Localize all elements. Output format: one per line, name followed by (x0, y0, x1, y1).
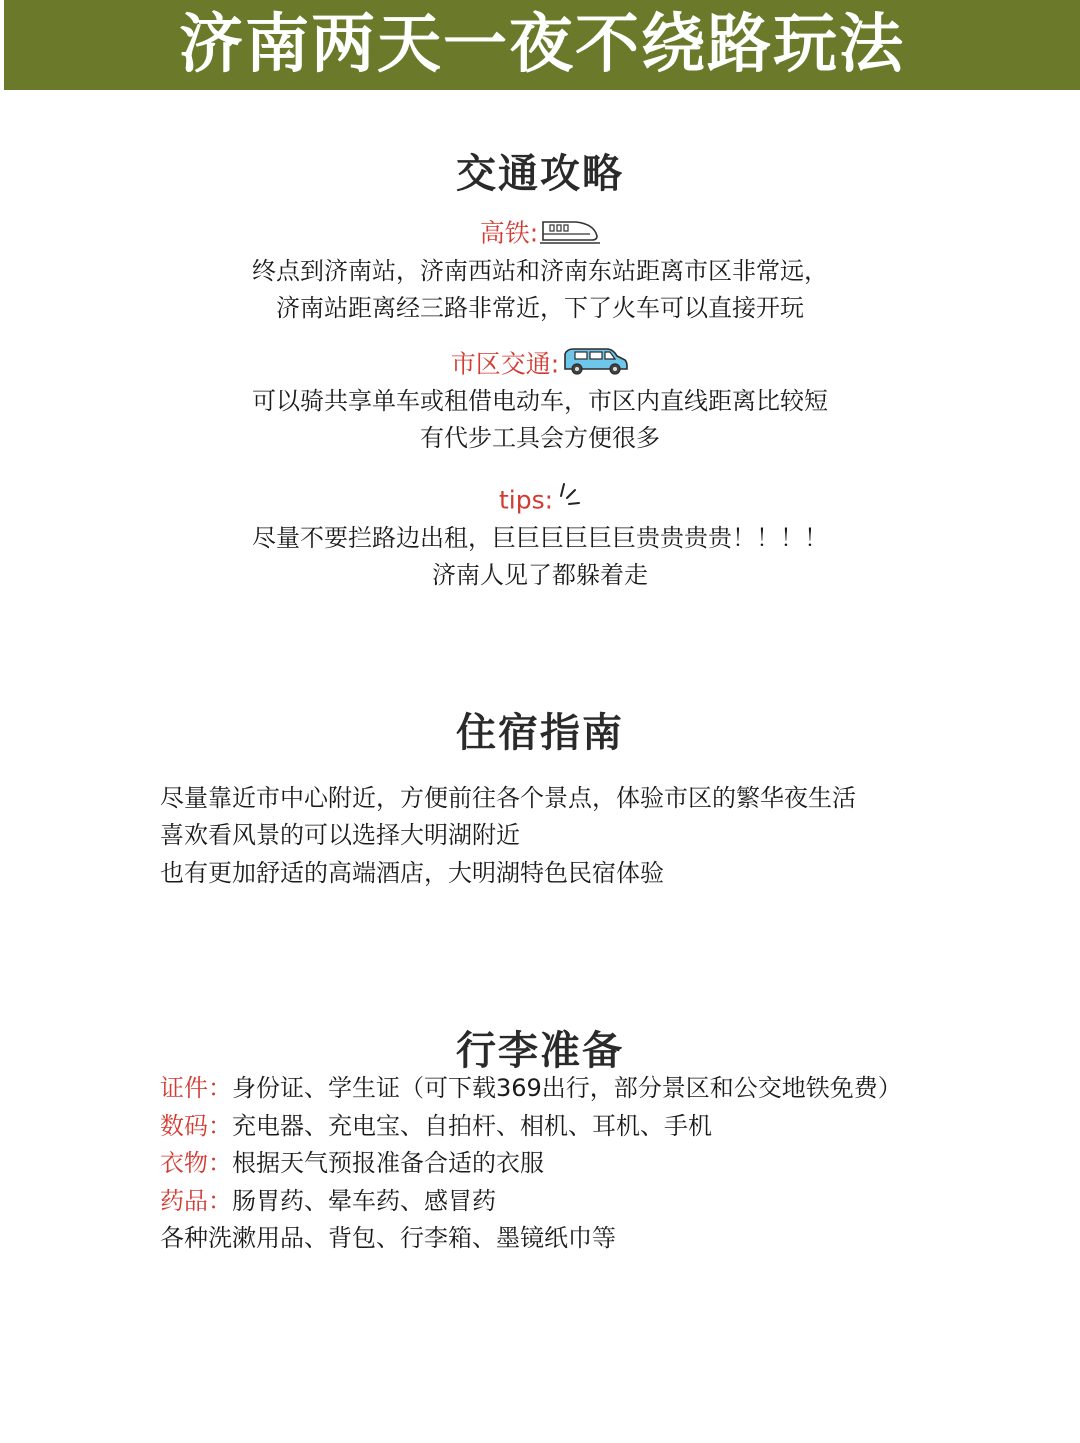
luggage-item-key: 衣物： (160, 1149, 232, 1177)
luggage-item-key: 数码： (160, 1112, 232, 1140)
page-title: 济南两天一夜不绕路玩法 (179, 8, 905, 82)
section-title-lodging: 住宿指南 (456, 710, 624, 756)
section-title-transport: 交通攻略 (456, 151, 624, 197)
car-icon (561, 346, 629, 385)
transport-tips-line-2: 济南人见了都躲着走 (432, 561, 648, 589)
transport-rail-line-1: 终点到济南站，济南西站和济南东站距离市区非常远， (252, 257, 828, 285)
luggage-item-medicine (160, 1184, 1060, 1218)
luggage-item-value: 肠胃药、晕车药、感冒药 (232, 1187, 496, 1215)
section-title-luggage: 行李准备 (456, 1028, 624, 1074)
luggage-item-value: 各种洗漱用品、背包、行李箱、墨镜纸巾等 (160, 1224, 616, 1252)
luggage-item-digital (160, 1109, 1060, 1143)
lodging-line: 喜欢看风景的可以选择大明湖附近 (160, 821, 520, 849)
luggage-item-clothing (160, 1146, 1060, 1180)
subhead-label: 高铁: (479, 218, 539, 248)
luggage-item-documents (160, 1071, 1060, 1105)
subhead-city-transport (0, 346, 1080, 380)
luggage-item-value: 根据天气预报准备合适的衣服 (232, 1149, 544, 1177)
subhead-label: tips: (498, 485, 554, 515)
subhead-label: 市区交通: (450, 349, 560, 379)
title-banner (4, 0, 1080, 90)
luggage-item-key: 证件： (160, 1074, 232, 1102)
transport-city-line-1: 可以骑共享单车或租借电动车，市区内直线距离比较短 (252, 387, 828, 415)
transport-rail-line-2: 济南站距离经三路非常近，下了火车可以直接开玩 (276, 294, 804, 322)
train-icon (540, 216, 600, 253)
subhead-tips (0, 482, 1080, 516)
sparkle-icon (555, 482, 581, 521)
transport-tips-line-1: 尽量不要拦路边出租，巨巨巨巨巨巨贵贵贵贵！！！！ (252, 524, 828, 552)
subhead-high-speed-rail (0, 216, 1080, 250)
transport-city-line-2: 有代步工具会方便很多 (420, 424, 660, 452)
lodging-line: 也有更加舒适的高端酒店，大明湖特色民宿体验 (160, 859, 664, 887)
luggage-item-value: 充电器、充电宝、自拍杆、相机、耳机、手机 (232, 1112, 712, 1140)
luggage-item-value: 身份证、学生证（可下载369出行，部分景区和公交地铁免费） (232, 1074, 902, 1102)
lodging-line: 尽量靠近市中心附近，方便前往各个景点，体验市区的繁华夜生活 (160, 784, 856, 812)
luggage-item-key: 药品： (160, 1187, 232, 1215)
luggage-item-toiletries (160, 1221, 1060, 1255)
